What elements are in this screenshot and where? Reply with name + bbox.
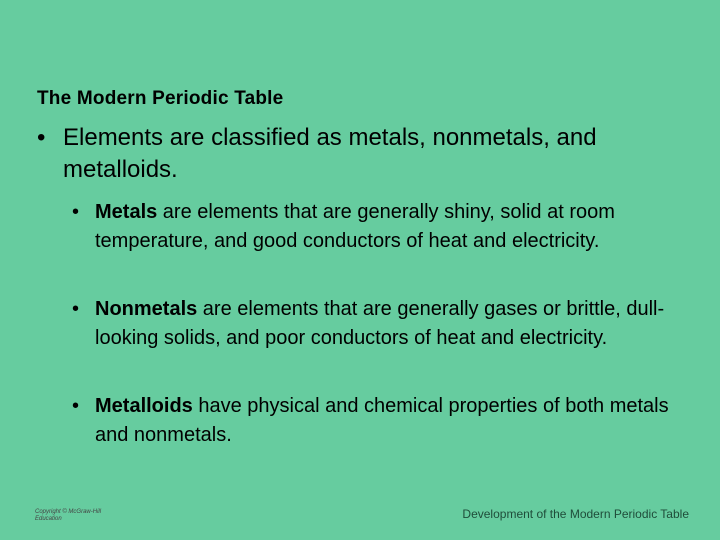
sub-bullet-metals [72,198,692,256]
term-nonmetals: Nonmetals [95,298,198,320]
footer-section-title: Development of the Modern Periodic Table [462,507,689,521]
bullet-icon: • [37,124,46,151]
sub-bullet-content [95,295,692,353]
definition-metals: are elements that are generally shiny, solid at room temperature, and good conductors of heat and electricity. [95,201,615,252]
definition-nonmetals: are elements that are generally gases or brittle, dull-looking solids, and poor conductors of heat and electricity. [95,298,665,349]
definition-metalloids: have physical and chemical properties of both metals and nonmetals. [95,395,669,446]
main-bullet [37,122,677,186]
main-bullet-text: Elements are classified as metals, nonmetals, and metalloids. [63,124,597,183]
sub-bullet-metalloids [72,392,692,450]
bullet-icon: • [72,298,80,320]
term-metals: Metals [95,201,158,223]
bullet-icon: • [72,201,80,223]
sub-bullet-content [95,198,692,256]
bullet-icon: • [72,395,80,417]
sub-bullet-nonmetals [72,295,692,353]
slide-title: The Modern Periodic Table [37,88,284,109]
term-metalloids: Metalloids [95,395,193,417]
sub-bullet-content [95,392,692,450]
copyright-notice: Copyright © McGraw-Hill Education [35,509,102,522]
